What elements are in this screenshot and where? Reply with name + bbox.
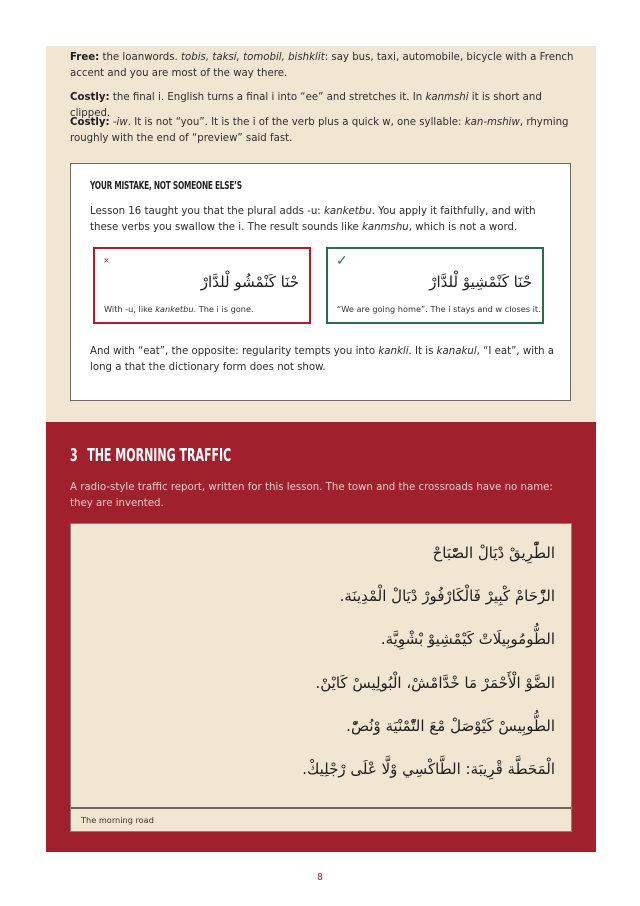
text-line-title: الطّْرِيقْ دْيَالْ الصّْبَاحْ bbox=[432, 544, 555, 562]
caption-text: The morning road bbox=[81, 815, 154, 825]
mistake-footnote: And with “eat”, the opposite: regularity tempts you into kankli. It is kanakul, “I eat”, with a long a that the dictionary form does not show. bbox=[90, 346, 555, 373]
lesson-notes-panel bbox=[46, 46, 596, 422]
section-panel bbox=[46, 422, 596, 852]
wrong-mark-icon: × bbox=[103, 256, 110, 265]
correct-example-card bbox=[326, 247, 544, 324]
correct-example-arabic: حْنَا كَنْمْشِيوْ لْلدَّارْ bbox=[429, 273, 532, 291]
note-iw-ending: Costly: -iw. It is not “you”. It is the i of the verb plus a quick w, one syllable: kan-mshiw, rhyming roughly with the end of “preview” said fast. bbox=[70, 117, 569, 144]
wrong-example-arabic: حْنَا كَنْمْشُو لْلدَّارْ bbox=[200, 273, 299, 291]
mistake-callout bbox=[70, 163, 571, 401]
correct-example-caption: “We are going home”. The i stays and w closes it. bbox=[337, 304, 541, 314]
section-title: THE MORNING TRAFFIC bbox=[87, 445, 232, 466]
page-number: 8 bbox=[317, 872, 323, 883]
text-line: الزّْحَامْ كْبِيرْ فَالْكَارْفُورْ دْيَالْ الْمْدِينَة. bbox=[339, 587, 555, 605]
mistake-title: YOUR MISTAKE, NOT SOMEONE ELSE’S bbox=[90, 180, 242, 192]
section-intro: A radio-style traffic report, written for this lesson. The town and the crossroads have no name: they are invented. bbox=[70, 482, 553, 509]
note-final-i: Costly: the final i. English turns a final i into “ee” and stretches it. In kanmshi it is short and clipped. bbox=[70, 92, 542, 119]
reading-text-box bbox=[70, 523, 572, 832]
note-loanwords: Free: the loanwords. tobis, taksi, tomobil, bishklit: say bus, taxi, automobile, bicycle with a French accent and you are most of the way there. bbox=[70, 52, 574, 79]
text-line: الْمَحَطَّة قْرِيبَة: الطَّاكْسِي وْلَّا عْلَى رْجْلِيكْ. bbox=[302, 760, 555, 778]
wrong-example-caption: With -u, like kanketbu. The i is gone. bbox=[104, 304, 254, 314]
section-heading bbox=[70, 445, 231, 466]
check-mark-icon: ✓ bbox=[336, 253, 348, 269]
mistake-body: Lesson 16 taught you that the plural adds -u: kanketbu. You apply it faithfully, and with these verbs you swallow the i. The result sounds like kanmshu, which is not a word. bbox=[90, 206, 536, 233]
text-line: الضَّوْ الْأَحْمَرْ مَا خْدَّامْشْ، الْبُولِيسْ كَايْنْ. bbox=[315, 674, 555, 692]
text-line: الطُّومُوبِيلَاتْ كَيْمْشِيوْ بْشْوِيَّة. bbox=[380, 630, 555, 648]
text-box-caption bbox=[71, 807, 571, 831]
text-line: الطُّوبِيسْ كَيْوْصَلْ مْعَ التّْمْنْيَة وْنُصّْ. bbox=[346, 717, 555, 735]
section-number: 3 bbox=[70, 445, 78, 466]
wrong-example-card bbox=[93, 247, 311, 324]
